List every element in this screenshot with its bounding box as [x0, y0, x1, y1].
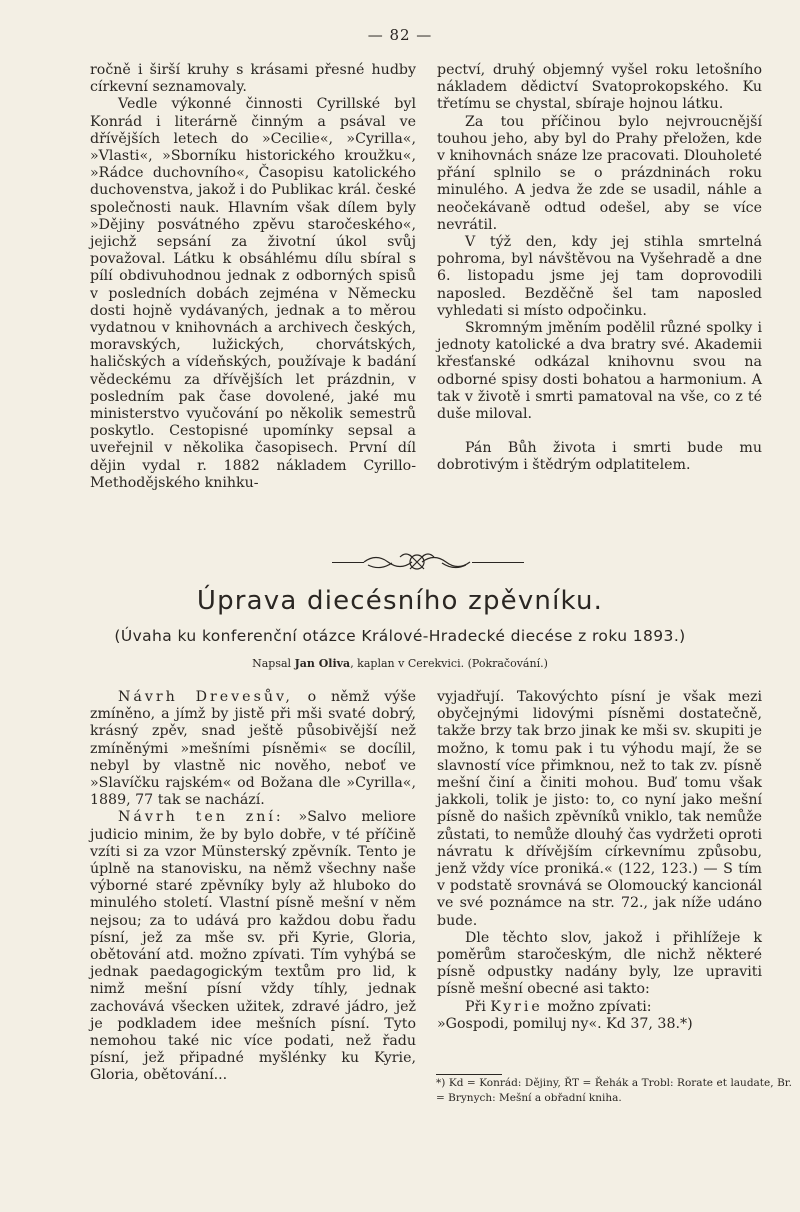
- paragraph: [90, 809, 416, 1084]
- bottom-right-column: [437, 689, 762, 1033]
- paragraph-text: Při: [465, 998, 491, 1015]
- paragraph-text: »Salvo meliore judicio minim, že by bylo dobře, v té příčině vzíti si za vzor Münsterský zpěvník. Tento je úplně na stanovisku, na němž všechny naše výborné staré zpěvníky byly až hluboko do minulého století. Vlastní písně mešní v něm nejsou; za to udává pro každou dobu řadu písní, jež za mše sv. při Kyrie, Gloria, obětování atd. možno zpívati. Tím vyhýbá se jednak paedagogickým textům pro lid, k nimž mešní písní vždy tíhly, jednak zachovává všecken užitek, zdravé jádro, jež je podkladem idee mešních písní. Tyto nemohou také nic více podati, než řadu písní, jež připadné myšlénky ku Kyrie, Gloria, obětování...: [90, 809, 416, 1084]
- bottom-left-column: [90, 689, 416, 1085]
- article-subtitle: (Úvaha ku konferenční otázce Králové-Hradecké diecése z roku 1893.): [114, 627, 686, 645]
- paragraph: Vedle výkonné činnosti Cyrillské byl Konrád i literárně činným a psával ve dřívějších letech do »Cecilie«, »Cyrilla«, »Vlasti«, »Sborníku historického kroužku«, »Rádce duchovního«, Časopisu katolického duchovenstva, jakož i do Publikac král. české společnosti nauk. Hlavním však dílem byly »Dějiny posvátného zpěvu staročeského«, jejichž sepsání za životní úkol svůj považoval. Látku k obsáhlému dílu sbíral s pílí obdivuhodnou jednak z odborných spisů v posledních dobách zejména v Německu dosti hojně vydávaných, jednak a to měrou vydatnou v knihovnách a archivech českých, moravských, lužických, chorvátských, haličských a vídeňských, používaje k badání vědeckému za dřívějších let prázdnin, v posledním pak čase dovolené, jaké mu ministerstvo vyučování po několik semestrů poskytlo. Cestopisné upomínky sepsal a uveřejnil v několika časopisech. První díl dějin vydal r. 1882 nákladem Cyrillo-Methodějského knihku-: [90, 96, 416, 491]
- page-number: — 82 —: [367, 26, 433, 44]
- divider-rule-left: [332, 562, 364, 563]
- paragraph: V týž den, kdy jej stihla smrtelná pohroma, byl návštěvou na Vyšehradě a dne 6. listopadu jsme jej tam doprovodili naposled. Bezděčně šel tam naposled vyhledati si místo odpočinku.: [437, 234, 762, 319]
- paragraph: Dle těchto slov, jakož i přihlížeje k poměrům staročeským, dle nichž některé písně odpustky nadány byly, lze upraviti písně mešní obecné asi takto:: [437, 929, 762, 998]
- paragraph: [90, 689, 416, 809]
- paragraph: vyjadřují. Takovýchto písní je však mezi obyčejnými lidovými písněmi dostatečně, takže brzy tak brzo jinak ke mši sv. skupiti je možno, k tomu pak i tu výhodu mají, že se slavností více přimknou, než to tak zv. písně mešní činí a činiti mohou. Buď tomu však jakkoli, tolik je jisto: to, co nyní jako mešní písně do našich zpěvníků vniklo, tak nemůže zůstati, to nemůže dlouhý čas vydržeti oproti návratu k dřívějším církevnímu způsobu, jenž vždy více proniká.« (122, 123.) — S tím v podstatě srovnává se Olomoucký kancionál ve své poznámce na str. 72., jak níže udáno bude.: [437, 689, 762, 929]
- footnote: *) Kd = Konrád: Dějiny, ŘT = Řehák a Trobl: Rorate et laudate, Br. = Brynych: Mešní a obřadní kniha.: [436, 1077, 792, 1104]
- paragraph-text: o němž výše zmíněno, a jímž by jistě při mši svaté dobrý, krásný zpěv, snad ještě působivější než zmíněnými »mešními písněmi« se docílil, nebyl by vlastně nic nověho, neboť ve »Slavíčku rajském« od Božana dle »Cyrilla«, 1889, 77 tak se nachází.: [90, 689, 416, 809]
- top-right-column: [437, 62, 762, 475]
- paragraph-text: možno zpívati:: [542, 998, 652, 1015]
- footnote-rule: [436, 1074, 502, 1075]
- article-title: Úprava diecésního zpěvníku.: [196, 586, 604, 616]
- author-name: Jan Oliva: [294, 657, 351, 670]
- ornament-flourish-icon: [362, 545, 472, 577]
- paragraph: Pán Bůh života i smrti bude mu dobrotivým i štědrým odplatitelem.: [437, 440, 762, 474]
- paragraph: Za tou příčinou bylo nejvroucnější touhou jeho, aby byl do Prahy přeložen, kde v knihovnách snáze lze pracovati. Dlouholeté přání splnilo se o prázdninách roku minulého. A jedva že zde se usadil, náhle a neočekávaně odtud odešel, aby se více nevrátil.: [437, 113, 762, 233]
- spaced-emphasis: Kyrie: [490, 998, 543, 1015]
- byline-suffix: , kaplan v Cerekvici. (Pokračování.): [350, 657, 548, 670]
- divider-rule-right: [472, 562, 524, 563]
- byline: [0, 657, 800, 670]
- spaced-emphasis: Návrh ten zní:: [118, 809, 284, 826]
- top-left-column: [90, 62, 416, 492]
- byline-prefix: Napsal: [252, 657, 292, 670]
- paragraph: pectví, druhý objemný vyšel roku letošního nákladem dědictví Svatoprokopského. Ku třetímu se chystal, sbíraje hojnou látku.: [437, 62, 762, 113]
- paragraph: »Gospodi, pomiluj ny«. Kd 37, 38.*): [437, 1015, 693, 1032]
- paragraph: Skromným jměním podělil různé spolky i jednoty katolické a dva bratry své. Akademii křesťanské odkázal knihovnu svou na odborné spisy dosti bohatou a harmonium. A tak v životě i smrti pamatoval na vše, co z té duše miloval.: [437, 320, 762, 423]
- spaced-emphasis: Návrh Drevesův,: [118, 689, 293, 705]
- paragraph: [437, 999, 762, 1016]
- paragraph: ročně i širší kruhy s krásami přesné hudby církevní seznamovaly.: [90, 62, 416, 96]
